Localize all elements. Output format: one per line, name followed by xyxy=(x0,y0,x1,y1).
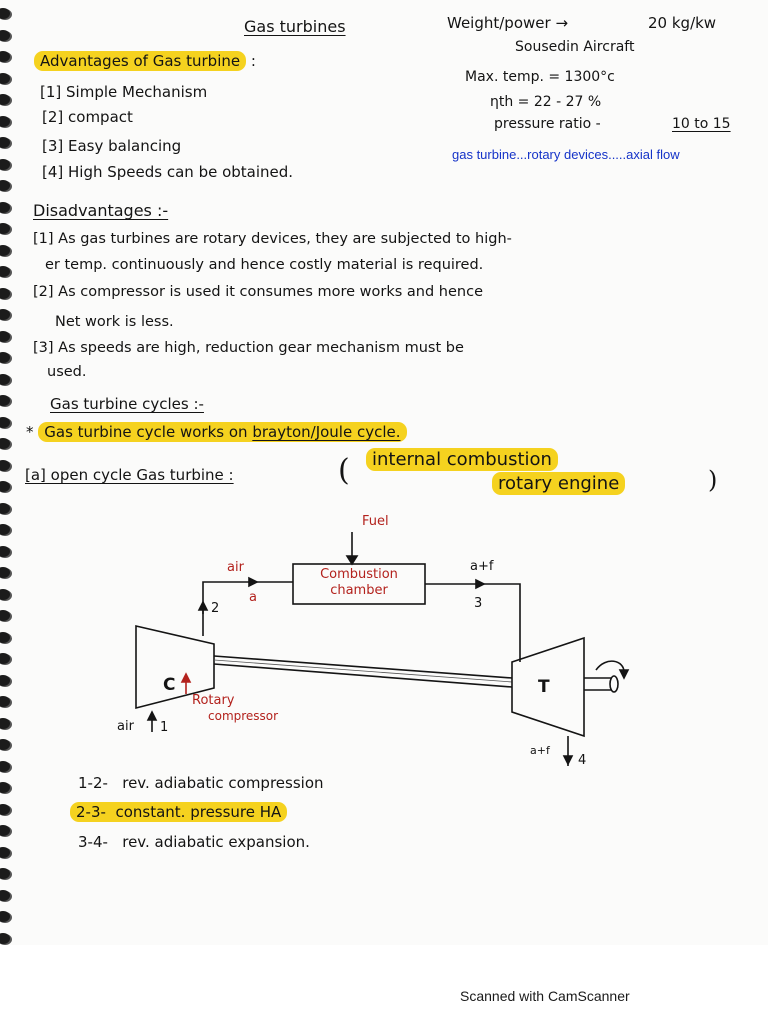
binding-ring xyxy=(0,825,10,836)
binding-ring xyxy=(0,417,10,428)
binding-ring xyxy=(0,266,10,277)
disadvantage-line: Net work is less. xyxy=(55,314,174,330)
binding-ring xyxy=(0,30,10,41)
process-row xyxy=(70,803,287,821)
binding-ring xyxy=(0,460,10,471)
air-in-label: air xyxy=(117,719,134,734)
pressure-ratio-value: 10 to 15 xyxy=(672,116,731,132)
process-text: constant. pressure HA xyxy=(115,803,282,821)
air-label: air xyxy=(227,560,244,575)
typed-note: gas turbine...rotary devices.....axial flow xyxy=(452,147,680,162)
fuel-arrow-icon xyxy=(347,556,357,564)
advantage-item: [4] High Speeds can be obtained. xyxy=(42,163,294,181)
binding-ring xyxy=(0,911,10,922)
open-cycle-diagram xyxy=(0,500,768,780)
scanner-watermark: Scanned with CamScanner xyxy=(460,988,630,1004)
process-id: 1-2- xyxy=(78,774,108,792)
binding-ring xyxy=(0,933,10,944)
hot-gas-arrow-icon xyxy=(476,580,484,588)
open-cycle-label: [a] open cycle Gas turbine : xyxy=(25,466,234,484)
pressure-ratio-label: pressure ratio - xyxy=(494,116,601,132)
exhaust-label: a+f xyxy=(530,744,550,757)
binding-ring xyxy=(0,245,10,256)
page-title: Gas turbines xyxy=(244,17,346,36)
binding-ring xyxy=(0,481,10,492)
open-cycle-note-text: internal combustion xyxy=(366,448,558,471)
state-3-label: 3 xyxy=(474,596,483,611)
binding-ring xyxy=(0,395,10,406)
disadvantage-line: used. xyxy=(47,364,87,380)
bullet-star: * xyxy=(26,423,34,441)
advantages-heading-row xyxy=(34,52,256,70)
max-temp-note: Max. temp. = 1300°c xyxy=(465,69,615,85)
open-cycle-note-line1 xyxy=(366,451,558,469)
compressor-letter: C xyxy=(163,675,176,695)
binding-ring xyxy=(0,116,10,127)
process-text: rev. adiabatic expansion. xyxy=(122,833,310,851)
air-arrow-icon xyxy=(249,578,257,586)
advantage-item: [2] compact xyxy=(42,108,133,126)
chamber-label: chamber xyxy=(330,583,388,598)
binding-ring xyxy=(0,8,10,19)
disadvantage-line: [1] As gas turbines are rotary devices, they are subjected to high- xyxy=(33,231,512,247)
binding-ring xyxy=(0,804,10,815)
binding-ring xyxy=(0,352,10,363)
chamber-label: Combustion xyxy=(320,567,398,582)
cycle-name: brayton/Joule cycle. xyxy=(252,423,401,441)
cycles-heading: Gas turbine cycles :- xyxy=(50,395,204,413)
advantage-item: [3] Easy balancing xyxy=(42,137,182,155)
binding-ring xyxy=(0,890,10,901)
disadvantages-heading: Disadvantages :- xyxy=(33,201,169,220)
disadvantage-line: [2] As compressor is used it consumes more works and hence xyxy=(33,284,484,300)
binding-ring xyxy=(0,288,10,299)
cycle-statement-row xyxy=(26,423,407,441)
process-text: rev. adiabatic compression xyxy=(122,774,324,792)
binding-ring xyxy=(0,51,10,62)
state-4-label: 4 xyxy=(578,753,587,768)
disadvantage-line: [3] As speeds are high, reduction gear mechanism must be xyxy=(33,340,464,356)
binding-ring xyxy=(0,159,10,170)
disadvantage-line: er temp. continuously and hence costly material is required. xyxy=(45,257,484,273)
process-highlight xyxy=(70,802,287,822)
turbine-letter: T xyxy=(538,677,550,697)
shaft-line xyxy=(214,660,512,682)
process-row xyxy=(78,833,310,851)
binding-ring xyxy=(0,137,10,148)
rotary-label: Rotary xyxy=(192,693,235,708)
binding-ring xyxy=(0,868,10,879)
spiral-binding xyxy=(0,0,16,945)
rotary-label: compressor xyxy=(208,709,279,723)
rotation-arrow-icon xyxy=(620,670,628,678)
process-id: 2-3- xyxy=(76,803,106,821)
binding-ring xyxy=(0,94,10,105)
process-row xyxy=(78,774,324,792)
open-cycle-note-text: rotary engine xyxy=(492,472,625,495)
af-label: a+f xyxy=(470,559,494,574)
advantage-item: [1] Simple Mechanism xyxy=(40,83,208,101)
binding-ring xyxy=(0,202,10,213)
binding-ring xyxy=(0,331,10,342)
efficiency-note: ηth = 22 - 27 % xyxy=(490,94,602,110)
binding-ring xyxy=(0,782,10,793)
open-cycle-note-line2 xyxy=(492,475,625,493)
binding-ring xyxy=(0,438,10,449)
exhaust-arrow-icon xyxy=(564,756,572,764)
binding-ring xyxy=(0,180,10,191)
fuel-label: Fuel xyxy=(362,514,389,529)
binding-ring xyxy=(0,309,10,320)
advantages-colon: : xyxy=(250,52,256,70)
state-2-arrow-icon xyxy=(199,602,207,610)
process-id: 3-4- xyxy=(78,833,108,851)
state-1-label: 1 xyxy=(160,720,169,735)
paren-close: ) xyxy=(708,466,718,494)
advantages-heading: Advantages of Gas turbine xyxy=(34,51,246,71)
paren-open: ( xyxy=(338,453,350,488)
cycle-statement-text: Gas turbine cycle works on xyxy=(44,423,248,441)
cycle-statement xyxy=(38,422,406,442)
binding-ring xyxy=(0,374,10,385)
binding-ring xyxy=(0,847,10,858)
aircraft-note: Sousedin Aircraft xyxy=(515,39,635,55)
weight-power-value: 20 kg/kw xyxy=(648,14,717,32)
binding-ring xyxy=(0,73,10,84)
output-coupling xyxy=(610,676,618,692)
air-a-label: a xyxy=(249,590,257,605)
weight-power-label: Weight/power → xyxy=(447,14,569,32)
hot-gas-line xyxy=(425,584,520,662)
rotary-pointer-icon xyxy=(182,674,190,682)
binding-ring xyxy=(0,223,10,234)
state-2-label: 2 xyxy=(211,601,220,616)
inlet-arrow-icon xyxy=(148,712,156,720)
